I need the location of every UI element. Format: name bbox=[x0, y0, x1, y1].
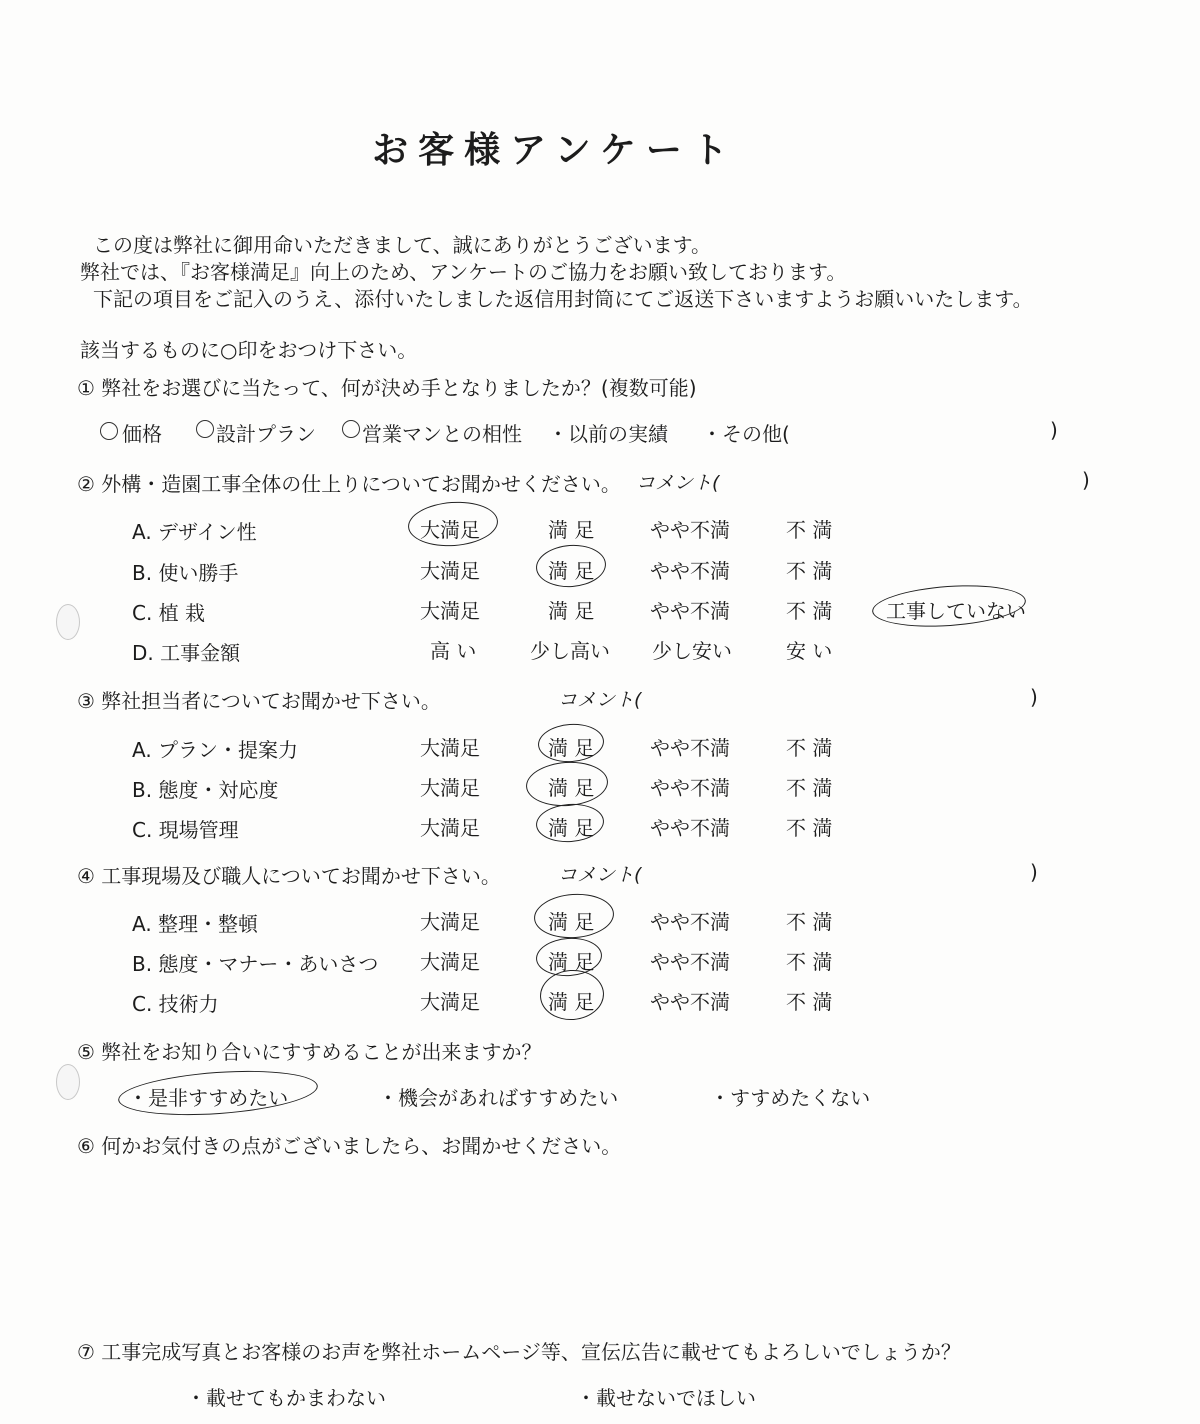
choice[interactable]: 満 足 bbox=[548, 816, 595, 840]
choice[interactable]: 大満足 bbox=[420, 599, 480, 623]
choice[interactable]: 満 足 bbox=[548, 559, 595, 583]
question-6: ⑥ 何かお気付きの点がございましたら、お聞かせください。 bbox=[77, 1134, 622, 1158]
row-label: A. 整理・整頓 bbox=[132, 912, 259, 936]
choice[interactable]: 大満足 bbox=[420, 518, 480, 542]
row-label: C. 技術力 bbox=[132, 992, 219, 1016]
choice[interactable]: 少し安い bbox=[652, 639, 732, 663]
choice[interactable]: やや不満 bbox=[650, 990, 730, 1014]
choice[interactable]: やや不満 bbox=[650, 816, 730, 840]
choice[interactable]: 不 満 bbox=[786, 950, 833, 974]
question-5: ⑤ 弊社をお知り合いにすすめることが出来ますか？ bbox=[77, 1040, 542, 1064]
choice[interactable]: 満 足 bbox=[548, 990, 595, 1014]
checked-mark bbox=[100, 422, 118, 440]
choice[interactable]: 満 足 bbox=[548, 599, 595, 623]
selection-circle bbox=[535, 802, 605, 845]
choice[interactable]: 大満足 bbox=[420, 910, 480, 934]
choice[interactable]: 不 満 bbox=[786, 559, 833, 583]
punch-hole bbox=[56, 1064, 80, 1100]
choice[interactable]: やや不満 bbox=[650, 518, 730, 542]
choice[interactable]: 大満足 bbox=[420, 816, 480, 840]
instruction: 該当するものに○印をおつけ下さい。 bbox=[80, 338, 418, 362]
choice[interactable]: 不 満 bbox=[786, 736, 833, 760]
choice[interactable]: 安 い bbox=[786, 639, 833, 663]
choice[interactable]: 高 い bbox=[430, 639, 477, 663]
choice-not-done[interactable]: 工事していない bbox=[886, 599, 1026, 623]
comment-close: ) bbox=[1030, 860, 1038, 884]
choice[interactable]: やや不満 bbox=[650, 776, 730, 800]
selection-circle bbox=[525, 759, 610, 809]
choice[interactable]: 満 足 bbox=[548, 518, 595, 542]
choice[interactable]: 不 満 bbox=[786, 910, 833, 934]
option-publish-no[interactable]: ・載せないでほしい bbox=[576, 1386, 756, 1410]
punch-hole bbox=[56, 604, 80, 640]
choice[interactable]: 大満足 bbox=[420, 559, 480, 583]
choice[interactable]: 不 満 bbox=[786, 816, 833, 840]
question-7: ⑦ 工事完成写真とお客様のお声を弊社ホームページ等、宣伝広告に載せてもよろしいでしょうか？ bbox=[77, 1340, 961, 1364]
checked-mark bbox=[342, 420, 360, 438]
row-label: D. 工事金額 bbox=[132, 641, 241, 665]
choice[interactable]: 満 足 bbox=[548, 736, 595, 760]
option-sales-compat[interactable]: 営業マンとの相性 bbox=[362, 422, 522, 446]
question-4: ④ 工事現場及び職人についてお聞かせ下さい。 bbox=[77, 864, 501, 888]
question-3: ③ 弊社担当者についてお聞かせ下さい。 bbox=[77, 689, 441, 713]
comment-label: コメント( bbox=[558, 864, 642, 886]
row-label: B. 使い勝手 bbox=[132, 561, 239, 585]
option-price[interactable]: 価格 bbox=[122, 422, 162, 446]
choice[interactable]: 大満足 bbox=[420, 776, 480, 800]
comment-label: コメント( bbox=[636, 472, 720, 494]
choice[interactable]: 少し高い bbox=[530, 639, 610, 663]
choice[interactable]: やや不満 bbox=[650, 736, 730, 760]
intro-line: この度は弊社に御用命いただきまして、誠にありがとうございます。 bbox=[93, 233, 711, 257]
checked-mark bbox=[196, 420, 214, 438]
choice[interactable]: 満 足 bbox=[548, 950, 595, 974]
comment-close: ) bbox=[1082, 468, 1090, 492]
row-label: C. 植 栽 bbox=[132, 601, 206, 625]
comment-close: ) bbox=[1030, 685, 1038, 709]
comment-label: コメント( bbox=[558, 689, 642, 711]
choice[interactable]: やや不満 bbox=[650, 950, 730, 974]
question-2: ② 外構・造園工事全体の仕上りについてお聞かせください。 bbox=[77, 472, 621, 496]
choice[interactable]: 大満足 bbox=[420, 950, 480, 974]
row-label: B. 態度・対応度 bbox=[132, 778, 279, 802]
choice[interactable]: 大満足 bbox=[420, 736, 480, 760]
choice[interactable]: 不 満 bbox=[786, 518, 833, 542]
intro-line: 下記の項目をご記入のうえ、添付いたしました返信用封筒にてご返送下さいますようお願いいたします。 bbox=[93, 287, 1033, 311]
option-not-recommend[interactable]: ・すすめたくない bbox=[710, 1086, 871, 1110]
selection-circle bbox=[117, 1065, 319, 1121]
choice[interactable]: 不 満 bbox=[786, 776, 833, 800]
option-publish-ok[interactable]: ・載せてもかまわない bbox=[186, 1386, 386, 1410]
row-label: A. デザイン性 bbox=[132, 520, 257, 544]
option-other[interactable]: ・その他( bbox=[702, 422, 790, 446]
choice[interactable]: やや不満 bbox=[650, 599, 730, 623]
page-title: お客様アンケート bbox=[372, 130, 738, 171]
row-label: C. 現場管理 bbox=[132, 818, 239, 842]
choice[interactable]: 不 満 bbox=[786, 990, 833, 1014]
selection-circle bbox=[533, 891, 616, 940]
option-recommend[interactable]: ・是非すすめたい bbox=[128, 1086, 289, 1110]
option-past-results[interactable]: ・以前の実績 bbox=[548, 422, 668, 446]
choice[interactable]: やや不満 bbox=[650, 559, 730, 583]
option-other-close: ) bbox=[1050, 418, 1058, 442]
choice[interactable]: 満 足 bbox=[548, 910, 595, 934]
intro-line: 弊社では、『お客様満足』向上のため、アンケートのご協力をお願い致しております。 bbox=[80, 260, 847, 284]
option-recommend-if-chance[interactable]: ・機会があればすすめたい bbox=[378, 1086, 619, 1110]
option-design-plan[interactable]: 設計プラン bbox=[216, 422, 316, 446]
choice[interactable]: 満 足 bbox=[548, 776, 595, 800]
choice[interactable]: 大満足 bbox=[420, 990, 480, 1014]
question-1: ① 弊社をお選びに当たって、何が決め手となりましたか？(複数可能) bbox=[77, 376, 697, 400]
row-label: A. プラン・提案力 bbox=[132, 738, 299, 762]
choice[interactable]: やや不満 bbox=[650, 910, 730, 934]
choice[interactable]: 不 満 bbox=[786, 599, 833, 623]
selection-circle bbox=[535, 543, 608, 590]
row-label: B. 態度・マナー・あいさつ bbox=[132, 952, 379, 976]
